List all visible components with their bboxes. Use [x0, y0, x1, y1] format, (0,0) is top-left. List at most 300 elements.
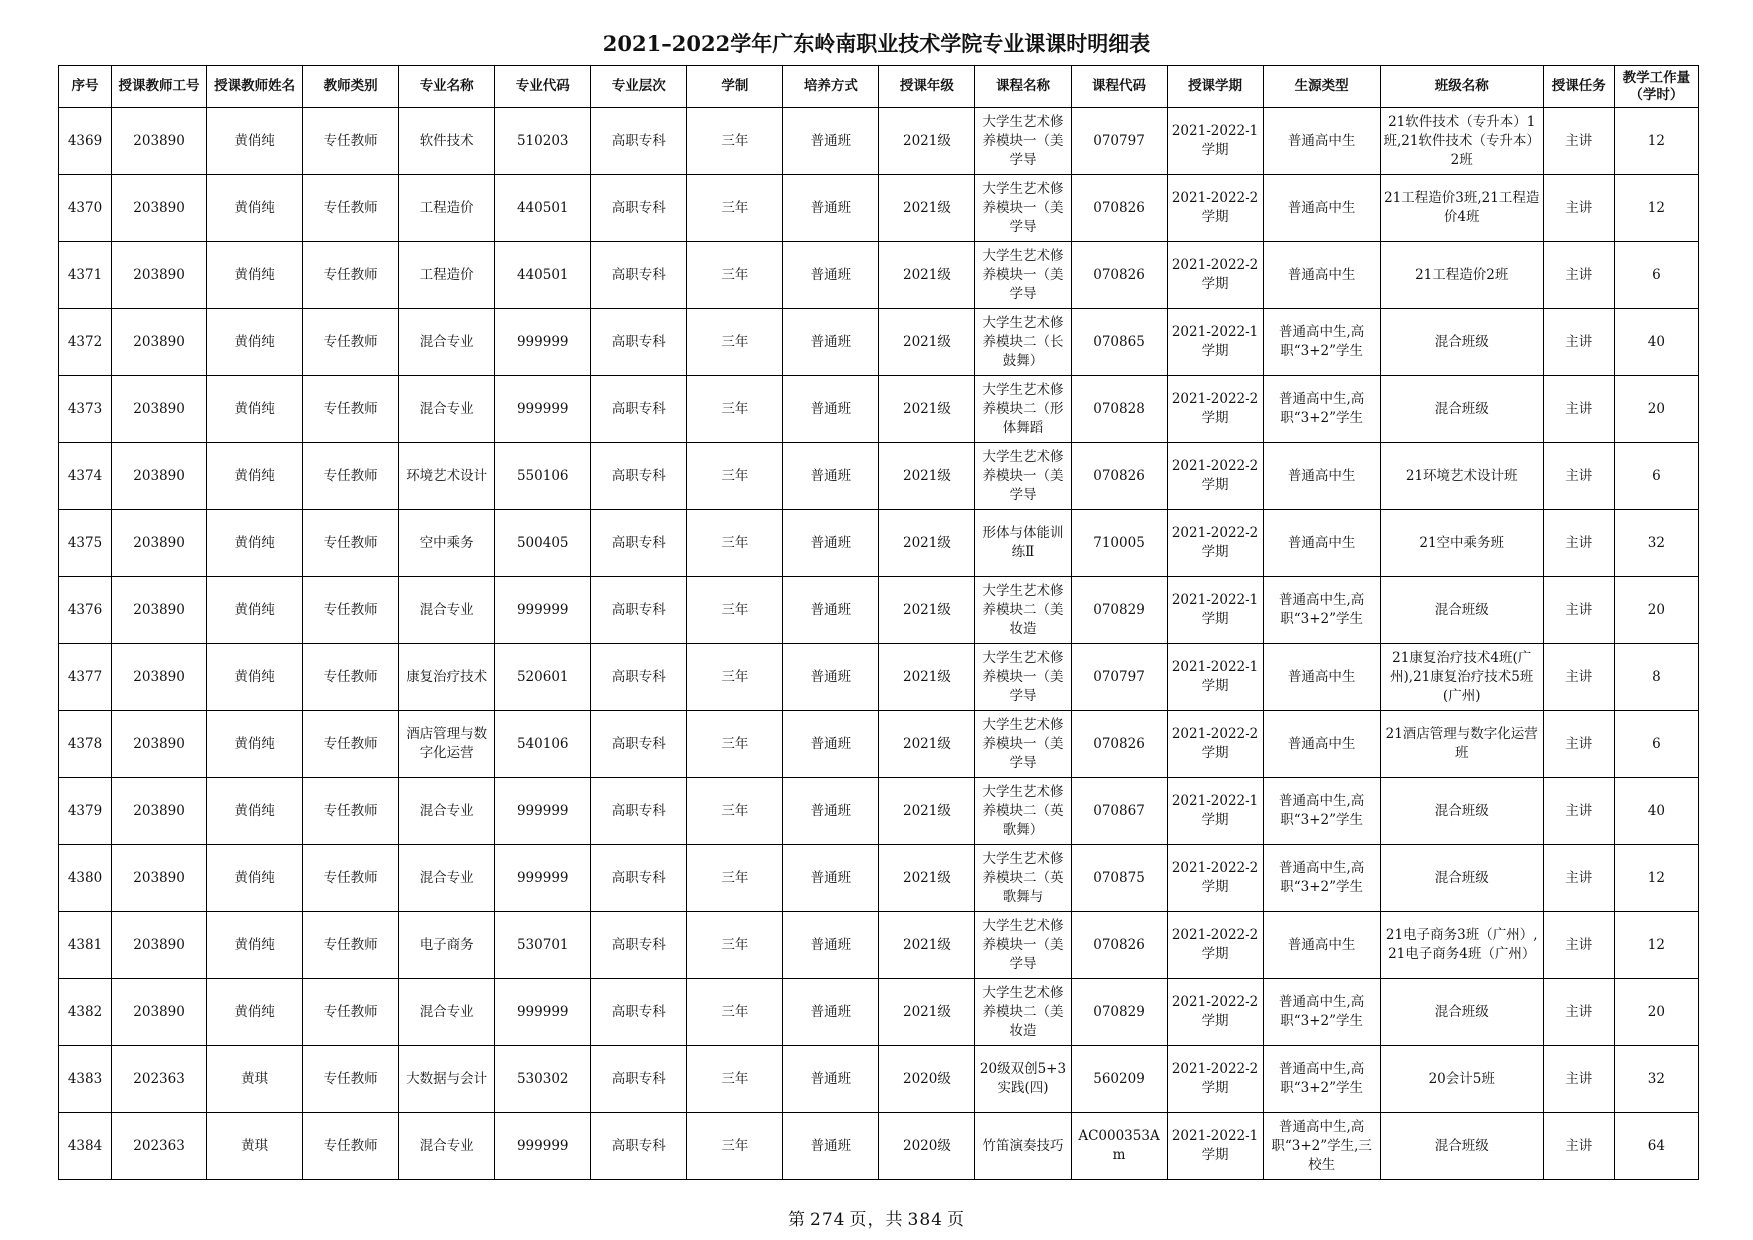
- cell-training-mode: 普通班: [783, 175, 879, 242]
- cell-course-name: [975, 711, 1071, 778]
- cell-grade: 2021级: [879, 175, 975, 242]
- cell-grade: 2021级: [879, 242, 975, 309]
- total-pages: 384: [907, 1210, 943, 1230]
- cell-teacher-id: 203890: [112, 108, 207, 175]
- table-row: [59, 376, 1699, 443]
- cell-major-name: 混合专业: [399, 778, 495, 845]
- cell-teacher-name: 黄俏纯: [207, 979, 303, 1046]
- cell-course-code: 560209: [1071, 1046, 1167, 1113]
- cell-workload: 12: [1614, 175, 1698, 242]
- col-header-duration: 学制: [687, 66, 783, 108]
- cell-student-source: 普通高中生: [1263, 108, 1380, 175]
- cell-major-code: 440501: [495, 175, 591, 242]
- cell-class-name: 21工程造价2班: [1380, 242, 1543, 309]
- cell-course-name: [975, 242, 1071, 309]
- cell-major-code: 999999: [495, 845, 591, 912]
- cell-major-name: 混合专业: [399, 309, 495, 376]
- table-row: [59, 175, 1699, 242]
- cell-grade: 2021级: [879, 108, 975, 175]
- cell-training-mode: 普通班: [783, 577, 879, 644]
- course-name-text: 20级双创5+3实践(四): [979, 1061, 1067, 1096]
- cell-semester: 2021-2022-2学期: [1167, 510, 1263, 577]
- course-name-text: 形体与体能训练Ⅱ: [982, 525, 1064, 560]
- cell-duration: 三年: [687, 979, 783, 1046]
- cell-teacher-id: 203890: [112, 711, 207, 778]
- cell-major-code: 510203: [495, 108, 591, 175]
- cell-student-source: 普通高中生,高职“3+2”学生: [1263, 1046, 1380, 1113]
- cell-teacher-type: 专任教师: [303, 845, 399, 912]
- cell-teacher-type: 专任教师: [303, 1046, 399, 1113]
- cell-duration: 三年: [687, 108, 783, 175]
- cell-course-name: [975, 443, 1071, 510]
- table-row: [59, 979, 1699, 1046]
- cell-teacher-type: 专任教师: [303, 309, 399, 376]
- cell-seq: 4384: [59, 1113, 112, 1180]
- cell-course-code: 070797: [1071, 108, 1167, 175]
- cell-seq: 4375: [59, 510, 112, 577]
- course-name-text: 大学生艺术修养模块一（美学导: [982, 917, 1064, 972]
- cell-course-name: [975, 1113, 1071, 1180]
- cell-training-mode: 普通班: [783, 242, 879, 309]
- cell-course-name: [975, 510, 1071, 577]
- cell-major-level: 高职专科: [591, 376, 687, 443]
- cell-training-mode: 普通班: [783, 979, 879, 1046]
- page-label-prefix: 第: [788, 1210, 807, 1230]
- cell-seq: 4372: [59, 309, 112, 376]
- col-header-major-name: 专业名称: [399, 66, 495, 108]
- cell-task: 主讲: [1543, 778, 1614, 845]
- cell-seq: 4374: [59, 443, 112, 510]
- cell-semester: 2021-2022-1学期: [1167, 108, 1263, 175]
- cell-course-name: [975, 644, 1071, 711]
- cell-teacher-name: 黄俏纯: [207, 108, 303, 175]
- cell-student-source: 普通高中生: [1263, 242, 1380, 309]
- cell-course-name: [975, 845, 1071, 912]
- cell-student-source: 普通高中生: [1263, 510, 1380, 577]
- cell-major-code: 999999: [495, 577, 591, 644]
- cell-course-code: 070826: [1071, 175, 1167, 242]
- cell-major-name: 康复治疗技术: [399, 644, 495, 711]
- cell-workload: 6: [1614, 711, 1698, 778]
- cell-semester: 2021-2022-2学期: [1167, 1046, 1263, 1113]
- cell-course-name: [975, 979, 1071, 1046]
- cell-major-level: 高职专科: [591, 577, 687, 644]
- table-row: [59, 912, 1699, 979]
- cell-seq: 4370: [59, 175, 112, 242]
- cell-workload: 6: [1614, 443, 1698, 510]
- col-header-course-name: 课程名称: [975, 66, 1071, 108]
- table-header-row: [59, 66, 1699, 108]
- cell-student-source: 普通高中生,高职“3+2”学生: [1263, 309, 1380, 376]
- cell-workload: 32: [1614, 510, 1698, 577]
- cell-course-code: 070826: [1071, 711, 1167, 778]
- cell-course-name: [975, 577, 1071, 644]
- cell-teacher-name: 黄俏纯: [207, 309, 303, 376]
- page-footer: [0, 1205, 1753, 1230]
- cell-course-name: [975, 175, 1071, 242]
- cell-task: 主讲: [1543, 577, 1614, 644]
- cell-class-name: 21电子商务3班（广州）,21电子商务4班（广州）: [1380, 912, 1543, 979]
- cell-major-level: 高职专科: [591, 309, 687, 376]
- table-body: [59, 108, 1699, 1180]
- table-row: [59, 510, 1699, 577]
- cell-major-level: 高职专科: [591, 845, 687, 912]
- cell-course-code: AC000353Am: [1071, 1113, 1167, 1180]
- course-name-text: 大学生艺术修养模块一（美学导: [982, 113, 1064, 168]
- cell-teacher-type: 专任教师: [303, 175, 399, 242]
- cell-seq: 4379: [59, 778, 112, 845]
- cell-major-code: 550106: [495, 443, 591, 510]
- cell-major-name: 混合专业: [399, 577, 495, 644]
- course-name-text: 大学生艺术修养模块二（英歌舞）: [982, 783, 1064, 838]
- cell-task: 主讲: [1543, 242, 1614, 309]
- cell-duration: 三年: [687, 711, 783, 778]
- cell-major-name: 软件技术: [399, 108, 495, 175]
- cell-grade: 2021级: [879, 644, 975, 711]
- course-name-text: 大学生艺术修养模块一（美学导: [982, 448, 1064, 503]
- col-header-training-mode: 培养方式: [783, 66, 879, 108]
- cell-major-name: 工程造价: [399, 242, 495, 309]
- cell-teacher-id: 203890: [112, 510, 207, 577]
- table-row: [59, 1113, 1699, 1180]
- cell-seq: 4369: [59, 108, 112, 175]
- cell-duration: 三年: [687, 644, 783, 711]
- table-row: [59, 845, 1699, 912]
- cell-training-mode: 普通班: [783, 845, 879, 912]
- cell-task: 主讲: [1543, 1113, 1614, 1180]
- cell-course-name: [975, 309, 1071, 376]
- cell-major-name: 混合专业: [399, 845, 495, 912]
- cell-teacher-name: 黄俏纯: [207, 711, 303, 778]
- table-row: [59, 778, 1699, 845]
- course-name-text: 大学生艺术修养模块一（美学导: [982, 180, 1064, 235]
- course-name-text: 大学生艺术修养模块二（英歌舞与: [982, 850, 1064, 905]
- cell-major-code: 540106: [495, 711, 591, 778]
- cell-major-name: 电子商务: [399, 912, 495, 979]
- cell-class-name: 21工程造价3班,21工程造价4班: [1380, 175, 1543, 242]
- cell-course-code: 070867: [1071, 778, 1167, 845]
- cell-major-level: 高职专科: [591, 644, 687, 711]
- cell-course-name: [975, 912, 1071, 979]
- cell-task: 主讲: [1543, 845, 1614, 912]
- cell-semester: 2021-2022-1学期: [1167, 1113, 1263, 1180]
- cell-major-level: 高职专科: [591, 510, 687, 577]
- cell-task: 主讲: [1543, 309, 1614, 376]
- page-label-suffix: 页: [946, 1210, 965, 1230]
- cell-semester: 2021-2022-2学期: [1167, 845, 1263, 912]
- cell-major-code: 530701: [495, 912, 591, 979]
- course-name-text: 大学生艺术修养模块一（美学导: [982, 649, 1064, 704]
- cell-major-level: 高职专科: [591, 443, 687, 510]
- cell-student-source: 普通高中生: [1263, 443, 1380, 510]
- cell-workload: 32: [1614, 1046, 1698, 1113]
- cell-teacher-type: 专任教师: [303, 242, 399, 309]
- cell-task: 主讲: [1543, 510, 1614, 577]
- cell-major-code: 999999: [495, 309, 591, 376]
- cell-teacher-name: 黄俏纯: [207, 443, 303, 510]
- cell-teacher-id: 203890: [112, 778, 207, 845]
- cell-semester: 2021-2022-2学期: [1167, 979, 1263, 1046]
- cell-major-level: 高职专科: [591, 778, 687, 845]
- cell-semester: 2021-2022-1学期: [1167, 577, 1263, 644]
- cell-duration: 三年: [687, 309, 783, 376]
- cell-training-mode: 普通班: [783, 1046, 879, 1113]
- cell-training-mode: 普通班: [783, 309, 879, 376]
- cell-major-name: 混合专业: [399, 376, 495, 443]
- cell-teacher-type: 专任教师: [303, 443, 399, 510]
- cell-major-level: 高职专科: [591, 1113, 687, 1180]
- cell-teacher-name: 黄琪: [207, 1113, 303, 1180]
- cell-course-code: 070829: [1071, 577, 1167, 644]
- cell-major-code: 520601: [495, 644, 591, 711]
- cell-grade: 2021级: [879, 510, 975, 577]
- cell-workload: 20: [1614, 979, 1698, 1046]
- page-title: 2021–2022学年广东岭南职业技术学院专业课课时明细表: [602, 31, 1151, 56]
- cell-class-name: 混合班级: [1380, 778, 1543, 845]
- cell-task: 主讲: [1543, 711, 1614, 778]
- cell-semester: 2021-2022-2学期: [1167, 376, 1263, 443]
- cell-student-source: 普通高中生: [1263, 912, 1380, 979]
- cell-course-code: 070828: [1071, 376, 1167, 443]
- cell-major-code: 530302: [495, 1046, 591, 1113]
- cell-teacher-type: 专任教师: [303, 778, 399, 845]
- cell-duration: 三年: [687, 242, 783, 309]
- cell-task: 主讲: [1543, 108, 1614, 175]
- cell-duration: 三年: [687, 1113, 783, 1180]
- cell-class-name: 混合班级: [1380, 845, 1543, 912]
- cell-seq: 4373: [59, 376, 112, 443]
- cell-major-code: 999999: [495, 376, 591, 443]
- cell-semester: 2021-2022-2学期: [1167, 242, 1263, 309]
- cell-class-name: 混合班级: [1380, 1113, 1543, 1180]
- cell-duration: 三年: [687, 443, 783, 510]
- cell-teacher-id: 203890: [112, 912, 207, 979]
- col-header-student-source: 生源类型: [1263, 66, 1380, 108]
- cell-major-name: 环境艺术设计: [399, 443, 495, 510]
- cell-seq: 4377: [59, 644, 112, 711]
- cell-teacher-name: 黄俏纯: [207, 376, 303, 443]
- cell-seq: 4376: [59, 577, 112, 644]
- cell-major-level: 高职专科: [591, 1046, 687, 1113]
- cell-student-source: 普通高中生,高职“3+2”学生: [1263, 577, 1380, 644]
- cell-class-name: 21酒店管理与数字化运营班: [1380, 711, 1543, 778]
- course-name-text: 大学生艺术修养模块二（美妆造: [982, 984, 1064, 1039]
- cell-grade: 2020级: [879, 1046, 975, 1113]
- table-row: [59, 242, 1699, 309]
- col-header-grade: 授课年级: [879, 66, 975, 108]
- cell-major-code: 999999: [495, 1113, 591, 1180]
- col-header-task: 授课任务: [1543, 66, 1614, 108]
- cell-teacher-id: 203890: [112, 175, 207, 242]
- cell-course-name: [975, 376, 1071, 443]
- cell-course-code: 070797: [1071, 644, 1167, 711]
- cell-major-level: 高职专科: [591, 108, 687, 175]
- col-header-semester: 授课学期: [1167, 66, 1263, 108]
- cell-duration: 三年: [687, 175, 783, 242]
- cell-teacher-id: 203890: [112, 376, 207, 443]
- cell-training-mode: 普通班: [783, 376, 879, 443]
- cell-major-level: 高职专科: [591, 912, 687, 979]
- col-header-teacher-id: 授课教师工号: [112, 66, 207, 108]
- cell-duration: 三年: [687, 778, 783, 845]
- cell-teacher-id: 203890: [112, 644, 207, 711]
- cell-major-name: 酒店管理与数字化运营: [399, 711, 495, 778]
- cell-grade: 2021级: [879, 376, 975, 443]
- cell-major-code: 500405: [495, 510, 591, 577]
- cell-grade: 2021级: [879, 711, 975, 778]
- cell-teacher-id: 203890: [112, 979, 207, 1046]
- cell-workload: 12: [1614, 108, 1698, 175]
- cell-workload: 64: [1614, 1113, 1698, 1180]
- cell-grade: 2021级: [879, 309, 975, 376]
- col-header-teacher-name: 授课教师姓名: [207, 66, 303, 108]
- cell-task: 主讲: [1543, 376, 1614, 443]
- cell-student-source: 普通高中生,高职“3+2”学生: [1263, 778, 1380, 845]
- cell-training-mode: 普通班: [783, 912, 879, 979]
- cell-student-source: 普通高中生: [1263, 711, 1380, 778]
- cell-teacher-type: 专任教师: [303, 376, 399, 443]
- cell-teacher-id: 203890: [112, 577, 207, 644]
- col-header-seq: 序号: [59, 66, 112, 108]
- cell-major-code: 999999: [495, 979, 591, 1046]
- cell-student-source: 普通高中生,高职“3+2”学生: [1263, 979, 1380, 1046]
- cell-semester: 2021-2022-2学期: [1167, 443, 1263, 510]
- cell-grade: 2020级: [879, 1113, 975, 1180]
- page-number: 274: [810, 1210, 846, 1230]
- cell-semester: 2021-2022-1学期: [1167, 309, 1263, 376]
- cell-grade: 2021级: [879, 912, 975, 979]
- cell-task: 主讲: [1543, 979, 1614, 1046]
- cell-duration: 三年: [687, 577, 783, 644]
- cell-student-source: 普通高中生,高职“3+2”学生: [1263, 376, 1380, 443]
- cell-major-level: 高职专科: [591, 175, 687, 242]
- cell-seq: 4371: [59, 242, 112, 309]
- col-header-course-code: 课程代码: [1071, 66, 1167, 108]
- col-header-teacher-type: 教师类别: [303, 66, 399, 108]
- cell-major-code: 440501: [495, 242, 591, 309]
- table-row: [59, 711, 1699, 778]
- cell-major-name: 空中乘务: [399, 510, 495, 577]
- cell-teacher-type: 专任教师: [303, 1113, 399, 1180]
- cell-workload: 12: [1614, 912, 1698, 979]
- cell-class-name: 20会计5班: [1380, 1046, 1543, 1113]
- cell-class-name: 21环境艺术设计班: [1380, 443, 1543, 510]
- cell-workload: 12: [1614, 845, 1698, 912]
- cell-seq: 4380: [59, 845, 112, 912]
- cell-major-code: 999999: [495, 778, 591, 845]
- cell-teacher-type: 专任教师: [303, 711, 399, 778]
- cell-course-code: 070875: [1071, 845, 1167, 912]
- table-row: [59, 309, 1699, 376]
- cell-student-source: 普通高中生: [1263, 644, 1380, 711]
- cell-teacher-type: 专任教师: [303, 644, 399, 711]
- cell-training-mode: 普通班: [783, 1113, 879, 1180]
- cell-workload: 40: [1614, 309, 1698, 376]
- cell-major-name: 大数据与会计: [399, 1046, 495, 1113]
- cell-class-name: 21软件技术（专升本）1班,21软件技术（专升本）2班: [1380, 108, 1543, 175]
- course-name-text: 大学生艺术修养模块一（美学导: [982, 716, 1064, 771]
- cell-teacher-id: 203890: [112, 845, 207, 912]
- cell-duration: 三年: [687, 912, 783, 979]
- cell-student-source: 普通高中生,高职“3+2”学生: [1263, 845, 1380, 912]
- cell-teacher-type: 专任教师: [303, 577, 399, 644]
- table-row: [59, 108, 1699, 175]
- cell-teacher-name: 黄俏纯: [207, 845, 303, 912]
- cell-grade: 2021级: [879, 443, 975, 510]
- course-name-text: 竹笛演奏技巧: [982, 1137, 1064, 1154]
- table-row: [59, 443, 1699, 510]
- course-name-text: 大学生艺术修养模块二（形体舞蹈: [982, 381, 1064, 436]
- table-row: [59, 1046, 1699, 1113]
- cell-teacher-type: 专任教师: [303, 912, 399, 979]
- cell-class-name: 混合班级: [1380, 979, 1543, 1046]
- cell-workload: 6: [1614, 242, 1698, 309]
- cell-teacher-name: 黄琪: [207, 1046, 303, 1113]
- cell-duration: 三年: [687, 1046, 783, 1113]
- cell-grade: 2021级: [879, 778, 975, 845]
- cell-duration: 三年: [687, 376, 783, 443]
- cell-teacher-type: 专任教师: [303, 510, 399, 577]
- course-name-text: 大学生艺术修养模块二（长鼓舞）: [982, 314, 1064, 369]
- cell-seq: 4383: [59, 1046, 112, 1113]
- table-row: [59, 577, 1699, 644]
- cell-workload: 20: [1614, 376, 1698, 443]
- col-header-class-name: 班级名称: [1380, 66, 1543, 108]
- cell-teacher-id: 203890: [112, 309, 207, 376]
- cell-semester: 2021-2022-1学期: [1167, 778, 1263, 845]
- cell-seq: 4378: [59, 711, 112, 778]
- course-name-text: 大学生艺术修养模块一（美学导: [982, 247, 1064, 302]
- course-hours-table: [58, 65, 1699, 1180]
- cell-major-level: 高职专科: [591, 979, 687, 1046]
- cell-semester: 2021-2022-2学期: [1167, 912, 1263, 979]
- cell-class-name: 21空中乘务班: [1380, 510, 1543, 577]
- cell-duration: 三年: [687, 845, 783, 912]
- cell-course-name: [975, 1046, 1071, 1113]
- cell-task: 主讲: [1543, 912, 1614, 979]
- cell-teacher-id: 202363: [112, 1046, 207, 1113]
- cell-teacher-name: 黄俏纯: [207, 510, 303, 577]
- cell-class-name: 混合班级: [1380, 309, 1543, 376]
- cell-teacher-name: 黄俏纯: [207, 644, 303, 711]
- cell-student-source: 普通高中生,高职“3+2”学生,三校生: [1263, 1113, 1380, 1180]
- page-label-mid: 页，共: [849, 1210, 904, 1230]
- cell-teacher-name: 黄俏纯: [207, 242, 303, 309]
- cell-course-code: 070865: [1071, 309, 1167, 376]
- cell-course-code: 070829: [1071, 979, 1167, 1046]
- cell-course-code: 710005: [1071, 510, 1167, 577]
- cell-class-name: 21康复治疗技术4班(广州),21康复治疗技术5班(广州): [1380, 644, 1543, 711]
- cell-course-name: [975, 778, 1071, 845]
- cell-teacher-type: 专任教师: [303, 108, 399, 175]
- table-row: [59, 644, 1699, 711]
- col-header-major-level: 专业层次: [591, 66, 687, 108]
- cell-course-code: 070826: [1071, 242, 1167, 309]
- cell-class-name: 混合班级: [1380, 577, 1543, 644]
- cell-course-code: 070826: [1071, 912, 1167, 979]
- cell-class-name: 混合班级: [1380, 376, 1543, 443]
- cell-course-code: 070826: [1071, 443, 1167, 510]
- cell-grade: 2021级: [879, 577, 975, 644]
- cell-teacher-name: 黄俏纯: [207, 577, 303, 644]
- cell-course-name: [975, 108, 1071, 175]
- cell-teacher-id: 203890: [112, 443, 207, 510]
- cell-major-name: 混合专业: [399, 979, 495, 1046]
- cell-semester: 2021-2022-1学期: [1167, 644, 1263, 711]
- cell-teacher-name: 黄俏纯: [207, 778, 303, 845]
- cell-task: 主讲: [1543, 175, 1614, 242]
- cell-major-level: 高职专科: [591, 711, 687, 778]
